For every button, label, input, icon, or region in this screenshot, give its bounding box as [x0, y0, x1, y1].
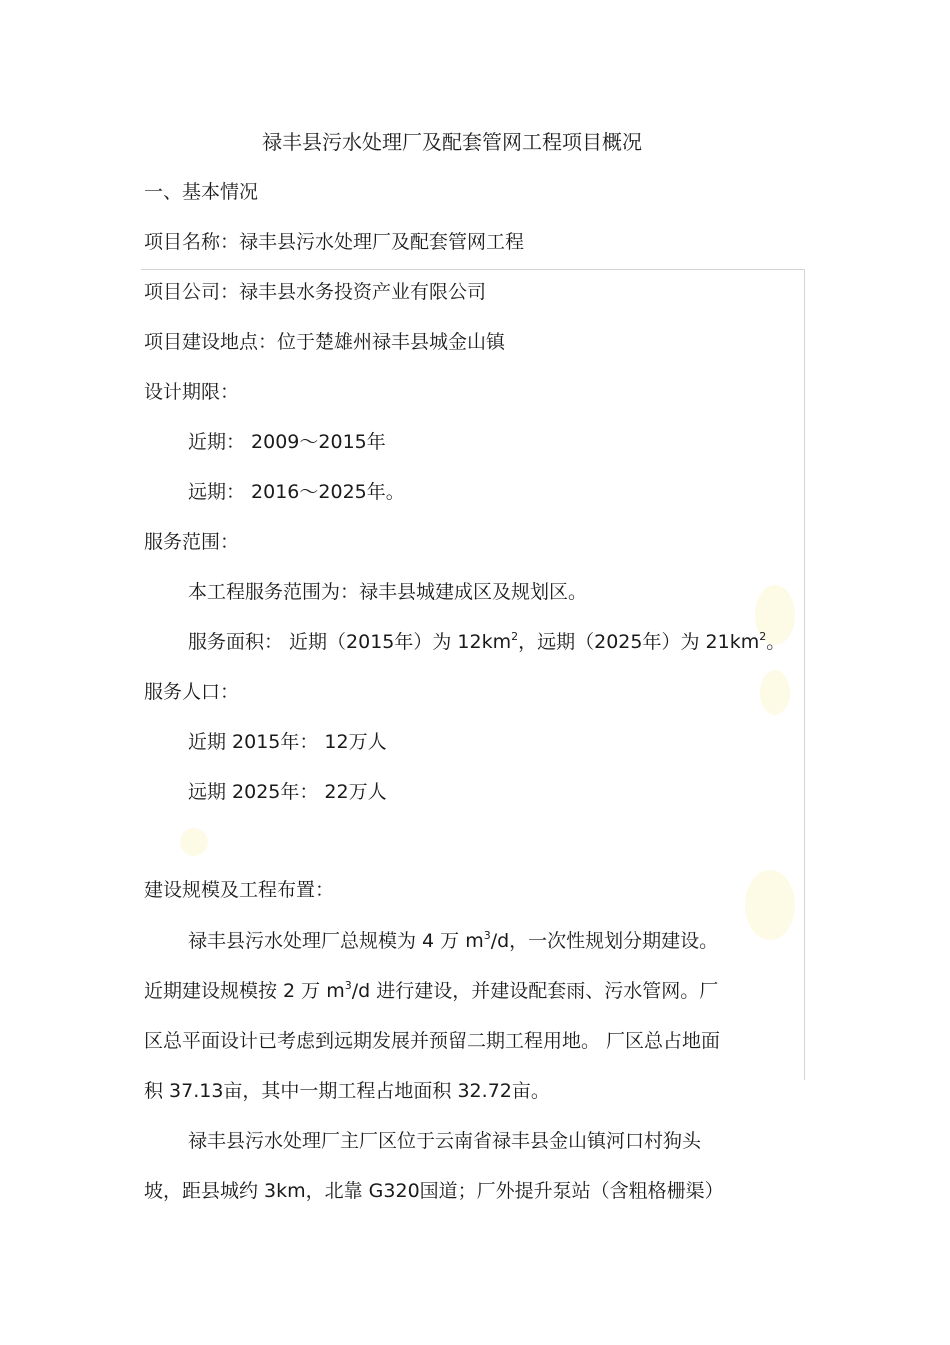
- scan-stain: [745, 870, 795, 940]
- superscript: 2: [759, 630, 767, 643]
- project-location: 项目建设地点：位于楚雄州禄丰县城金山镇: [144, 331, 506, 353]
- construction-text: /d 进行建设，并建设配套雨、污水管网。厂: [351, 980, 719, 1002]
- construction-text: 近期建设规模按 2 万 m: [144, 980, 345, 1002]
- design-period-label: 设计期限：: [144, 381, 240, 403]
- design-period-far: 远期： 2016～2025年。: [188, 481, 405, 503]
- service-area-prefix: 服务面积： 近期（2015年）为 12km: [188, 631, 512, 653]
- construction-text: /d，一次性规划分期建设。: [490, 930, 719, 952]
- document-title: 禄丰县污水处理厂及配套管网工程项目概况: [262, 130, 642, 154]
- project-company: 项目公司：禄丰县水务投资产业有限公司: [144, 281, 487, 303]
- scan-stain: [180, 828, 208, 856]
- location-paragraph-line: 禄丰县污水处理厂主厂区位于云南省禄丰县金山镇河口村狗头: [188, 1130, 702, 1152]
- service-scope-text: 本工程服务范围为：禄丰县城建成区及规划区。: [188, 581, 588, 603]
- service-area: [188, 629, 785, 655]
- service-area-suffix: 。: [766, 631, 786, 653]
- content-frame: [141, 269, 805, 1080]
- section-heading: 一、基本情况: [144, 181, 259, 203]
- superscript: 3: [483, 929, 491, 942]
- scan-stain: [760, 670, 790, 715]
- construction-label: 建设规模及工程布置：: [144, 879, 335, 901]
- superscript: 2: [511, 630, 519, 643]
- population-far: 远期 2025年： 22万人: [188, 781, 387, 803]
- service-scope-label: 服务范围：: [144, 531, 240, 553]
- population-near: 近期 2015年： 12万人: [188, 731, 387, 753]
- construction-paragraph-line: 区总平面设计已考虑到远期发展并预留二期工程用地。 厂区总占地面: [144, 1030, 721, 1052]
- construction-paragraph-line: 积 37.13亩，其中一期工程占地面积 32.72亩。: [144, 1080, 550, 1102]
- construction-paragraph-line: [188, 928, 718, 954]
- location-paragraph-line: 坡，距县城约 3km，北靠 G320国道；厂外提升泵站（含粗格栅渠）: [144, 1180, 724, 1202]
- design-period-near: 近期： 2009～2015年: [188, 431, 386, 453]
- construction-text: 禄丰县污水处理厂总规模为 4 万 m: [188, 930, 484, 952]
- population-label: 服务人口：: [144, 681, 240, 703]
- project-name: 项目名称：禄丰县污水处理厂及配套管网工程: [144, 231, 525, 253]
- construction-paragraph-line: [144, 978, 718, 1004]
- superscript: 3: [344, 979, 352, 992]
- service-area-middle: ，远期（2025年）为 21km: [518, 631, 760, 653]
